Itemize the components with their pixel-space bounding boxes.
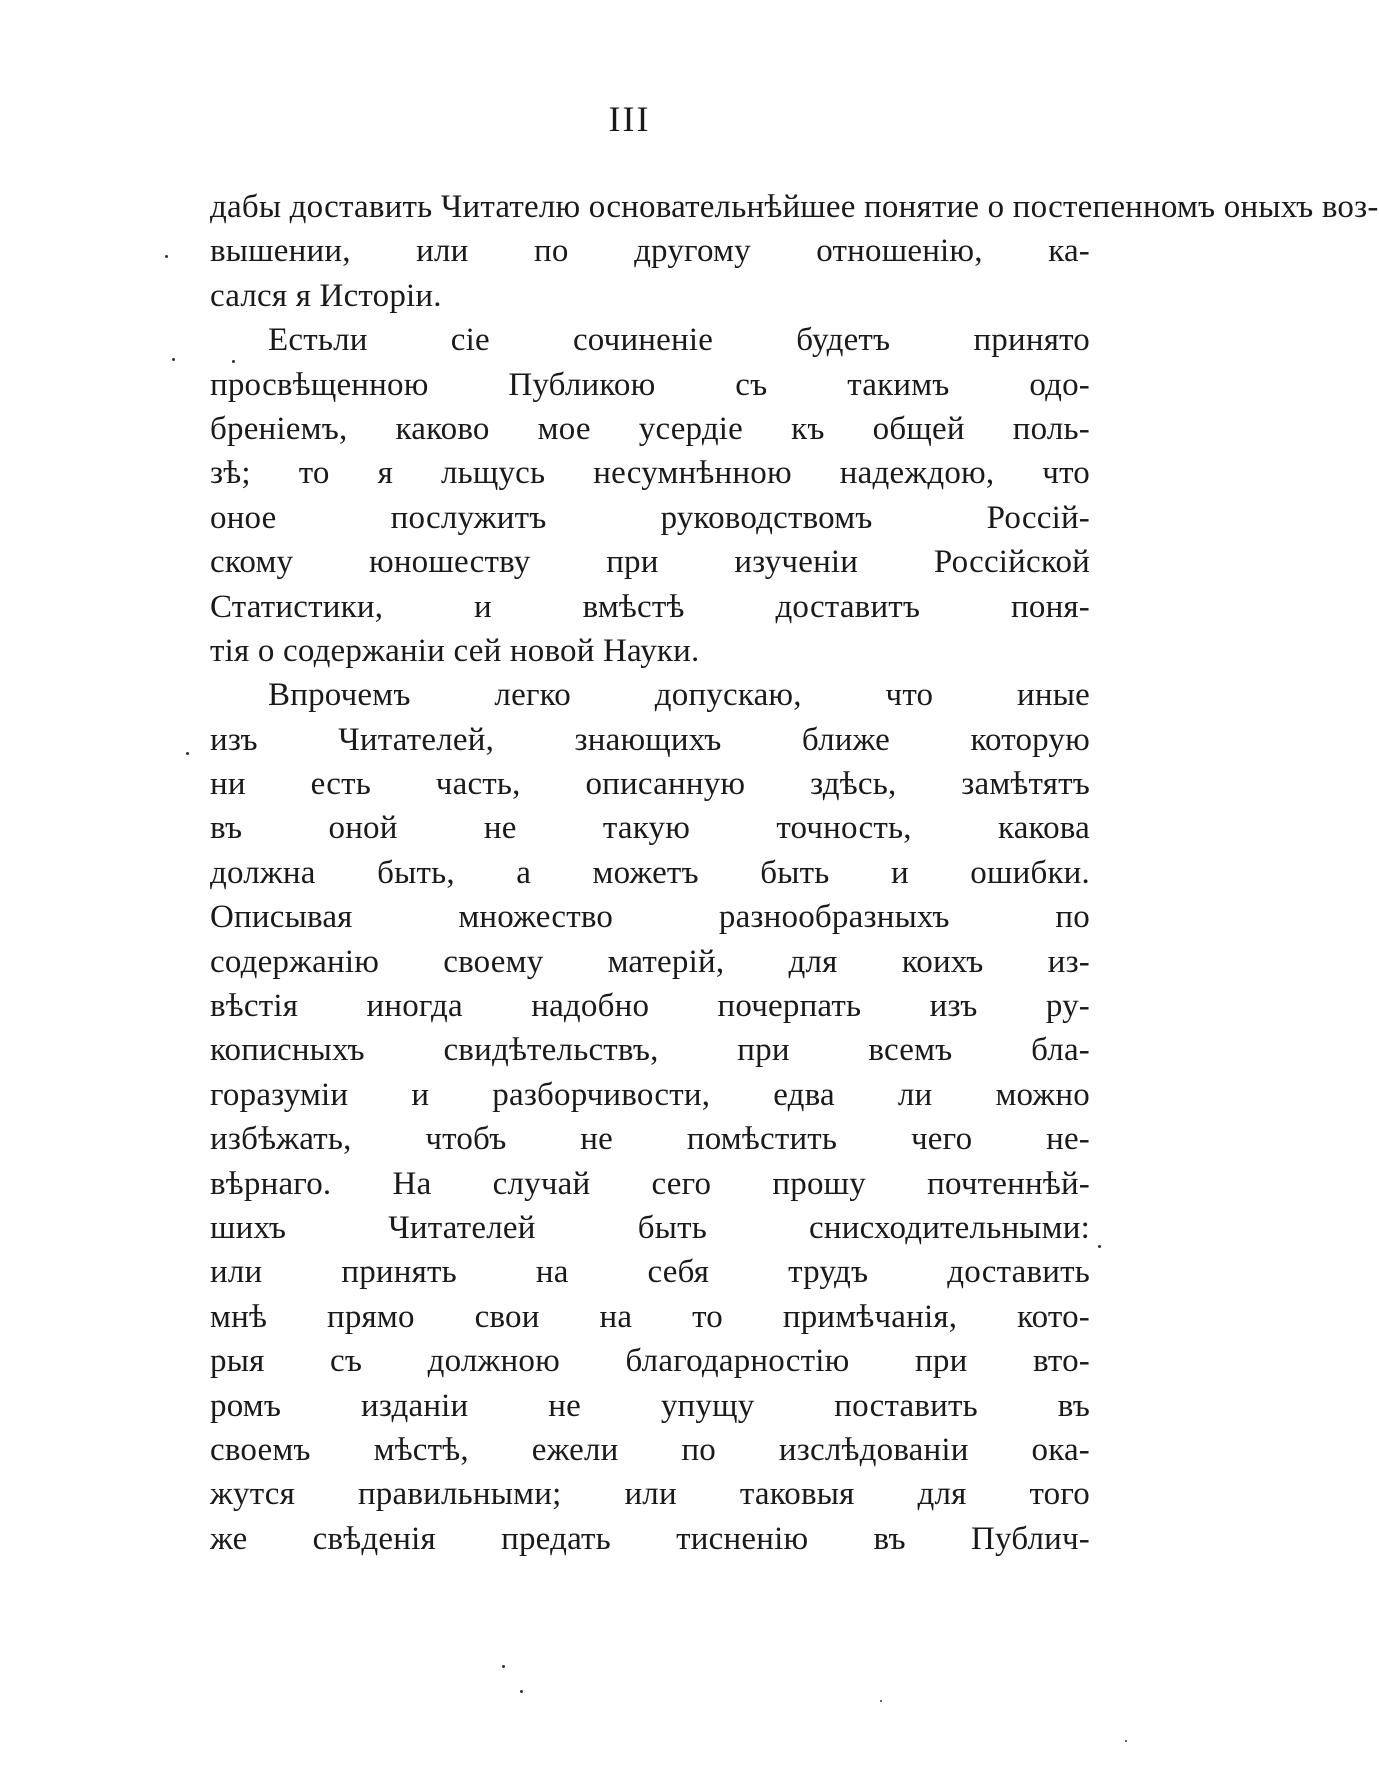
text-line: же свѣденія предать тисненію въ Публич- [210,1520,1090,1557]
text-line: просвѣщенною Публикою съ такимъ одо- [210,366,1090,403]
scan-speck [232,360,235,363]
text-line: изъ Читателей, знающихъ ближе которую [210,721,1090,758]
text-line: ромъ изданіи не упущу поставить въ [210,1387,1090,1424]
scan-speck [880,1700,882,1702]
text-line: рыя съ должною благодарностію при вто- [210,1343,1090,1380]
text-line: въ оной не такую точность, какова [210,810,1090,847]
scan-speck [172,358,175,361]
scan-speck [1125,1740,1127,1742]
text-line: жутся правильными; или таковыя для того [210,1476,1090,1513]
scan-speck [186,752,189,755]
text-line: вѣрнаго. На случай сего прошу почтеннѣй- [210,1165,1090,1202]
text-line: мнѣ прямо свои на то примѣчанія, кото- [210,1298,1090,1335]
text-line: шихъ Читателей быть снисходительными: [210,1209,1090,1246]
text-line: горазуміи и разборчивости, едва ли можно [210,1076,1090,1113]
text-line: кописныхъ свидѣтельствъ, при всемъ бла- [210,1032,1090,1069]
scan-speck [1098,1245,1101,1248]
text-line: Описывая множество разнообразныхъ по [210,899,1090,936]
text-line: ни есть часть, описанную здѣсь, замѣтятъ [210,766,1090,803]
text-line: оное послужитъ руководствомъ Россій- [210,499,1090,536]
scan-speck [165,255,168,258]
text-line: вышении, или по другому отношенію, ка- [210,233,1090,270]
page-number: III [608,99,651,139]
text-line: скому юношеству при изученіи Россійской [210,544,1090,581]
scan-speck [502,1665,505,1668]
text-line: бреніемъ, каково мое усердіе къ общей поль- [210,410,1090,447]
text-line: сался я Исторіи. [210,277,442,314]
text-line: Естьли сіе сочиненіе будетъ принято [268,322,1090,359]
text-line: тія о содержаніи сей новой Науки. [210,632,700,669]
scan-speck [520,1690,523,1693]
text-line: избѣжать, чтобъ не помѣстить чего не- [210,1121,1090,1158]
text-line: содержанію своему матерій, для коихъ из- [210,943,1090,980]
text-line: своемъ мѣстѣ, ежели по изслѣдованіи ока- [210,1431,1090,1468]
text-line: или принять на себя трудъ доставить [210,1254,1090,1291]
body-text [210,185,1379,1561]
text-line: дабы доставить Читателю основательнѣйшее понятие о постепенномъ оныхъ воз- [210,189,1379,225]
text-line: должна быть, а можетъ быть и ошибки. [210,854,1090,891]
text-line: зѣ; то я льщусь несумнѣнною надеждою, что [210,455,1090,492]
text-line: Статистики, и вмѣстѣ доставитъ поня- [210,588,1090,625]
text-line: вѣстія иногда надобно почерпать изъ ру- [210,988,1090,1025]
text-line: Впрочемъ легко допускаю, что иные [268,677,1090,714]
